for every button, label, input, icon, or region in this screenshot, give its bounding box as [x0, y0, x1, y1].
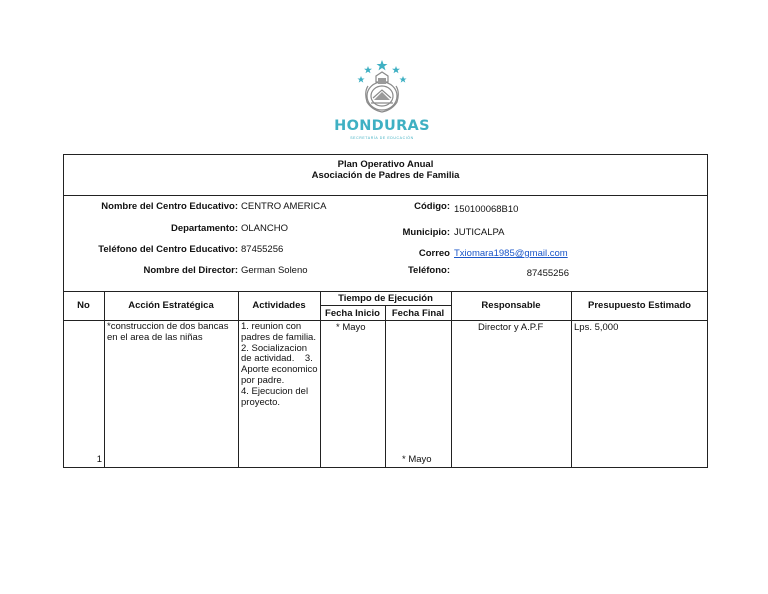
- telefono-label: Teléfono:: [407, 265, 450, 276]
- logo-subtitle: SECRETARÍA DE EDUCACIÓN: [350, 136, 414, 140]
- telefono-value: 87455256: [526, 268, 569, 279]
- municipio-label: Municipio:: [402, 227, 450, 238]
- header-actividades: Actividades: [252, 300, 306, 311]
- departamento-label: Departamento:: [170, 223, 238, 234]
- director-label: Nombre del Director:: [143, 265, 238, 276]
- row-actividades: 1. reunion con padres de familia. 2. Socializacion de actividad. 3. Aporte economico por padre. 4. Ejecucion del proyecto.: [241, 321, 318, 408]
- header-fecha-inicio: Fecha Inicio: [325, 308, 380, 319]
- header-responsable: Responsable: [481, 300, 541, 311]
- header-accion: Acción Estratégica: [128, 300, 214, 311]
- row-responsable: Director y A.P.F: [478, 322, 544, 333]
- row-accion: *construccion de dos bancas en el area de las niñas: [107, 321, 232, 343]
- correo-link[interactable]: Txiomara1985@gmail.com: [454, 248, 568, 259]
- row-fecha-final: * Mayo: [402, 454, 432, 465]
- director-value: German Soleno: [241, 265, 308, 276]
- correo-label: Correo: [418, 248, 450, 259]
- centro-value: CENTRO AMERICA: [241, 201, 327, 212]
- row-presupuesto: Lps. 5,000: [574, 322, 619, 333]
- header-presupuesto: Presupuesto Estimado: [588, 300, 691, 311]
- logo-wordmark: HONDURAS: [334, 118, 430, 134]
- col-divider: [104, 291, 105, 468]
- info-divider: [63, 291, 708, 292]
- document-subtitle: Asociación de Padres de Familia: [311, 170, 460, 181]
- document-title: Plan Operativo Anual: [337, 159, 434, 170]
- row-number: 1: [96, 454, 102, 465]
- coat-of-arms-icon: [354, 58, 410, 116]
- municipio-value: JUTICALPA: [454, 227, 505, 238]
- col-divider: [571, 291, 572, 468]
- title-divider: [63, 195, 708, 196]
- row-fecha-inicio: * Mayo: [336, 322, 366, 333]
- telefono-centro-label: Teléfono del Centro Educativo:: [98, 244, 238, 255]
- header-no: No: [77, 300, 90, 311]
- header-fecha-final: Fecha Final: [391, 308, 445, 319]
- col-divider: [451, 291, 452, 468]
- header-tiempo: Tiempo de Ejecución: [338, 293, 433, 304]
- codigo-label: Código:: [414, 201, 450, 212]
- codigo-value: 150100068B10: [454, 204, 519, 215]
- col-divider: [385, 305, 386, 468]
- telefono-centro-value: 87455256: [241, 244, 284, 255]
- col-divider: [238, 291, 239, 468]
- departamento-value: OLANCHO: [241, 223, 288, 234]
- centro-label: Nombre del Centro Educativo:: [101, 201, 238, 212]
- honduras-logo: [330, 58, 434, 144]
